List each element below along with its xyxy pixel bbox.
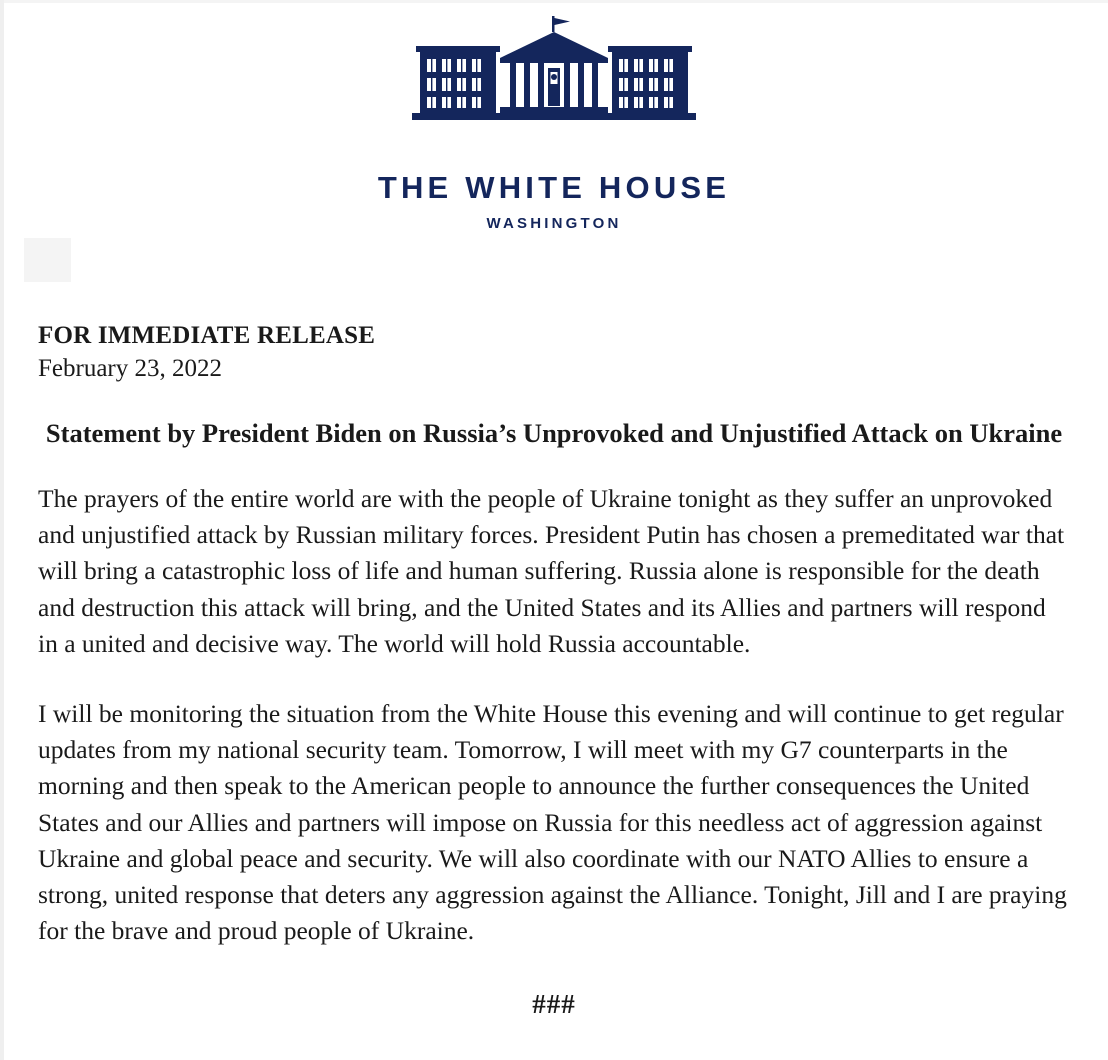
paragraph: I will be monitoring the situation from the White House this evening and will continue to get regular updates from my national security team. Tomorrow, I will meet with my G7 counterparts in the morning and then speak to the American people to announce the further consequences the United States and our Allies and partners will impose on Russia for this needless act of aggression against Ukraine and global peace and security. We will also coordinate with our NATO Allies to ensure a strong, united response that deters any aggression against the Alliance. Tonight, Jill and I are praying for the brave and proud people of Ukraine. (38, 699, 1067, 946)
release-date: February 23, 2022 (38, 355, 222, 383)
broken-image-placeholder (24, 238, 71, 282)
release-label: FOR IMMEDIATE RELEASE (38, 322, 376, 349)
letterhead-title: THE WHITE HOUSE (377, 170, 731, 205)
paragraph: The prayers of the entire world are with the people of Ukraine tonight as they suffer an unprovoked and unjustified attack by Russian military forces. President Putin has chosen a premeditated war that will bring a catastrophic loss of life and human suffering. Russia alone is responsible for the death and destruction this attack will bring, and the United States and its Allies and partners will respond in a united and decisive way. The world will hold Russia accountable. (38, 483, 1065, 658)
end-mark: ### (532, 989, 576, 1020)
letterhead (0, 0, 1108, 232)
page-top-edge (0, 0, 1108, 3)
page-left-edge (0, 0, 4, 1060)
page-title: Statement by President Biden on Russia’s Unprovoked and Unjustified Attack on Ukraine (45, 417, 1063, 448)
document-body (38, 320, 1070, 1020)
white-house-building-icon (0, 16, 1108, 148)
letterhead-subtitle: WASHINGTON (486, 215, 622, 232)
